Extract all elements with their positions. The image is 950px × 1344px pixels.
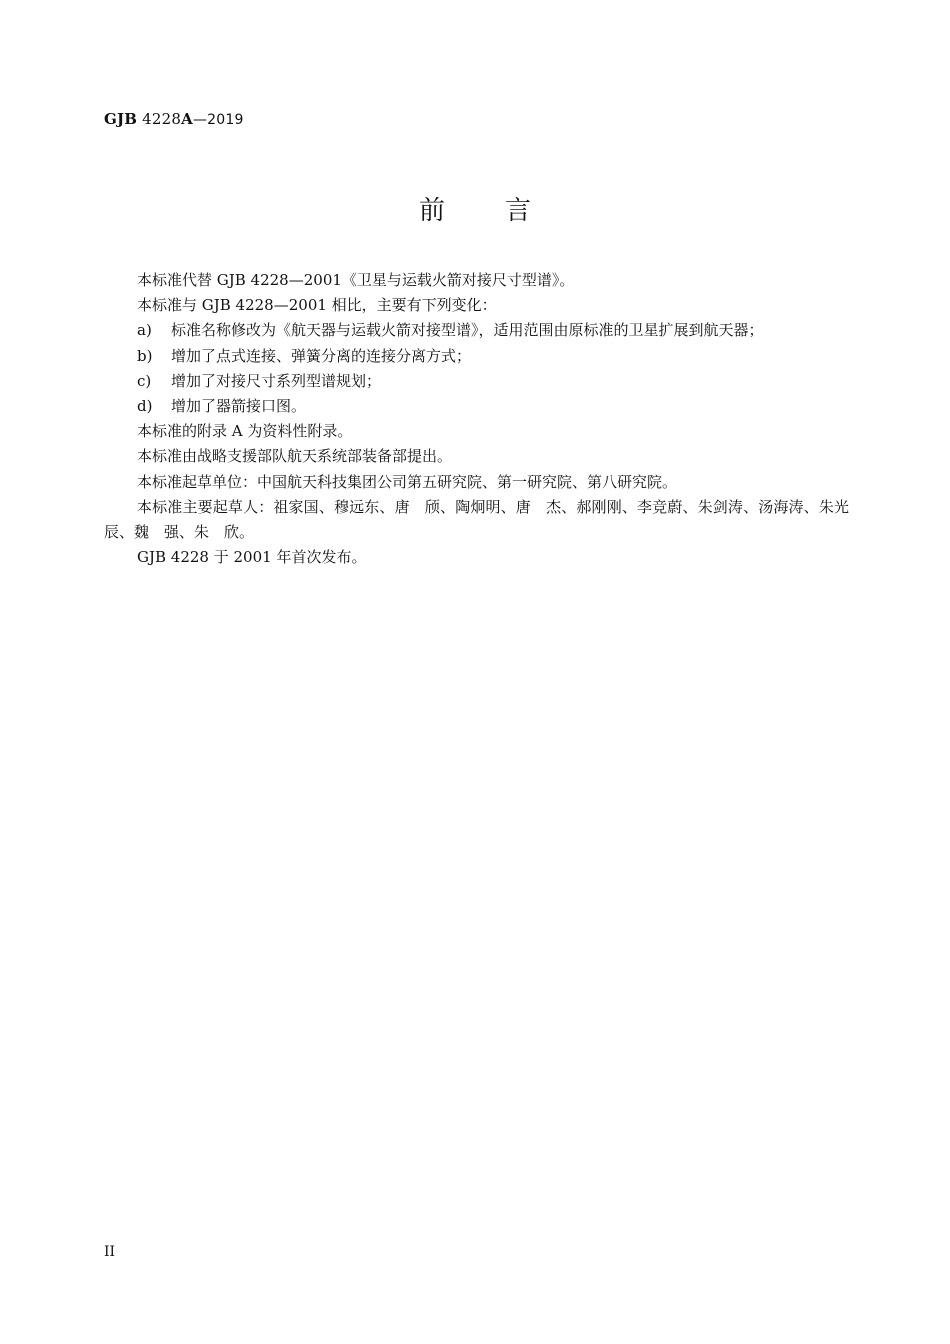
list-item-text: 增加了点式连接、弹簧分离的连接分离方式； <box>171 346 472 365</box>
page-number: II <box>104 1244 116 1260</box>
list-marker: a) <box>137 321 152 340</box>
list-item-text: 增加了器箭接口图。 <box>171 397 307 416</box>
paragraph-drafting-units: 本标准起草单位：中国航天科技集团公司第五研究院、第一研究院、第八研究院。 <box>137 472 678 491</box>
document-code <box>104 110 244 128</box>
paragraph-drafters: 本标准主要起草人：祖家国、穆远东、唐 颀、陶炯明、唐 杰、郝刚刚、李竞蔚、朱剑涛、汤海涛、朱光辰、魏 强、朱 欣。 <box>104 497 849 542</box>
list-item-text: 标准名称修改为《航天器与运载火箭对接型谱》，适用范围由原标准的卫星扩展到航天器； <box>171 321 764 340</box>
list-item <box>104 318 849 343</box>
paragraph-replacement: 本标准代替 GJB 4228—2001《卫星与运载火箭对接尺寸型谱》。 <box>137 271 575 289</box>
code-number: 4228 <box>137 110 182 128</box>
list-item <box>104 394 849 419</box>
list-marker: c) <box>137 371 152 390</box>
list-marker: d) <box>137 397 153 416</box>
foreword-body <box>104 268 849 570</box>
paragraph-appendix: 本标准的附录 A 为资料性附录。 <box>137 422 353 441</box>
paragraph-proposer: 本标准由战略支援部队航天系统部装备部提出。 <box>137 447 453 466</box>
list-item <box>104 369 849 394</box>
list-item <box>104 344 849 369</box>
code-letter: A <box>181 110 193 128</box>
code-prefix: GJB <box>104 110 138 128</box>
page-title: 前言 <box>418 196 591 226</box>
paragraph-changes-intro: 本标准与 GJB 4228—2001 相比，主要有下列变化： <box>137 296 497 315</box>
paragraph-first-release: GJB 4228 于 2001 年首次发布。 <box>137 548 367 567</box>
list-marker: b) <box>137 346 153 365</box>
code-year: —2019 <box>192 112 244 128</box>
list-item-text: 增加了对接尺寸系列型谱规划； <box>171 371 382 390</box>
